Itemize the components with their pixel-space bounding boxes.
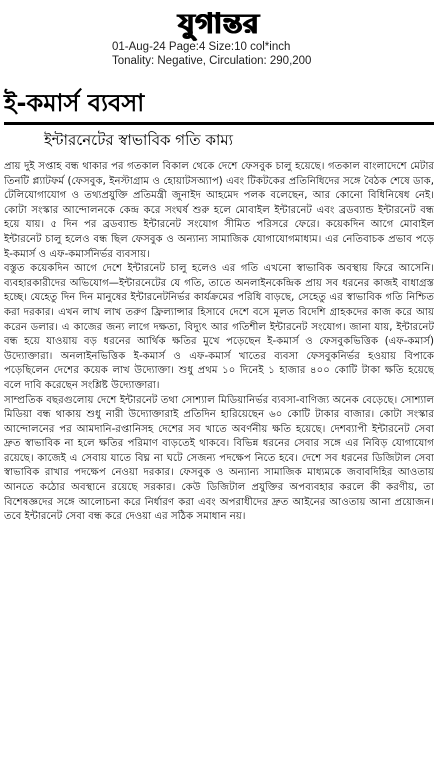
meta-tonality-circulation: Tonality: Negative, Circulation: 290,200 [112,55,312,67]
article-paragraph-1: প্রায় দুই সপ্তাহ বন্ধ থাকার পর গতকাল বিকাল থেকে দেশে ফেসবুক চালু হয়েছে। গতকাল বাংলাদেশে মেটার তিনটি প্ল্যাটফর্ম (ফেসবুক, ইনস্টাগ্রাম ও হোয়াটসঅ্যাপ) এবং টিকটকের প্রতিনিধিদের সঙ্গে বৈঠক শেষে ডাক, টেলিযোগাযোগ ও তথ্যপ্রযুক্তি প্রতিমন্ত্রী জুনাইদ আহমেদ পলক বলেছেন, আর কোনো বিধিনিষেধ নেই। কোটা সংস্কার আন্দোলনকে কেন্দ্র করে সংঘর্ষ শুরু হলে মোবাইল ইন্টারনেট এবং ব্রডব্যান্ড ইন্টারনেট বন্ধ হয়ে যায়। ৫ দিন পর ব্রডব্যান্ড ইন্টারনেট সংযোগ সীমিত পরিসরে ফেরে। কয়েকদিন আগে মোবাইল ইন্টারনেট চালু হলেও বন্ধ ছিল ফেসবুক ও অন্যান্য সামাজিক যোগাযোগমাধ্যম। এর নেতিবাচক প্রভাব পড়ে ই-কমার্স ও এফ-কমার্সনির্ভর ব্যবসায়। [4,161,434,260]
meta-date-page-size: 01-Aug-24 Page:4 Size:10 col*inch [112,41,291,53]
masthead [0,0,438,40]
article-headline: ই-কমার্স ব্যবসা [4,89,145,117]
article-paragraph-3: সাম্প্রতিক বছরগুলোয় দেশে ইন্টারনেট তথা সোশ্যাল মিডিয়ানির্ভর ব্যবসা-বাণিজ্য অনেক বেড়েছে। সোশ্যাল মিডিয়া বন্ধ থাকায় শুধু নারী উদ্যোক্তারাই প্রতিদিন হারিয়েছেন ৬০ কোটি টাকার বাজার। কোটা সংস্কার আন্দোলনের পর আমদানি-রপ্তানিসহ দেশের সব খাতে অবর্ণনীয় ক্ষতি হয়েছে। দেশব্যাপী ইন্টারনেট সেবা দ্রুত স্বাভাবিক না হলে ক্ষতির পরিমাণ বাড়তেই থাকবে। বিভিন্ন ধরনের সেবার সঙ্গে এর নিবিড় যোগাযোগ রয়েছে। কাজেই এ সেবায় যাতে বিঘ্ন না ঘটে সেজন্য পদক্ষেপ নিতে হবে। দেশে সব ধরনের ডিজিটাল সেবা স্বাভাবিক রাখার পদক্ষেপ নেওয়া দরকার। ফেসবুক ও অন্যান্য সামাজিক মাধ্যমকে জবাবদিহির আওতায় আনতে কঠোর অবস্থানে রয়েছে সরকার। কেউ ডিজিটাল প্রযুক্তির অপব্যবহার করলে কী করণীয়, তা বিশেষজ্ঞদের সঙ্গে আলোচনা করে নির্ধারণ করা এবং অপরাধীদের দ্রুত আইনের আওতায় আনা প্রয়োজন। তবে ইন্টারনেট সেবা বন্ধ করে দেওয়া এর সঠিক সমাধান নয়। [4,394,434,523]
article-body [4,160,434,766]
headline-divider [4,122,434,125]
newspaper-logo: যুগান্তর [178,7,260,40]
clipping-meta [112,40,432,68]
article-paragraph-2: বস্তুত কয়েকদিন আগে দেশে ইন্টারনেট চালু হলেও এর গতি এখনো স্বাভাবিক অবস্থায় ফিরে আসেনি। ব্যবহারকারীদের অভিযোগ—ইন্টারনেটের যে গতি, তাতে অনলাইনকেন্দ্রিক প্রায় সব ধরনের কাজই বাধাগ্রস্ত হচ্ছে। যেহেতু দিন দিন মানুষের ইন্টারনেটনির্ভর কার্যক্রমের পরিধি বাড়ছে, সেহেতু এর স্বাভাবিক গতি নিশ্চিত করা দরকার। এখন লাখ লাখ তরুণ ফ্রিল্যান্সার হিসাবে দেশে বসে মূলত বিদেশি গ্রাহকদের কাজ করে আয় করেন ডলার। এ কাজের জন্য লাগে দক্ষতা, বিদ্যুৎ আর গতিশীল ইন্টারনেট সংযোগ। জানা যায়, ইন্টারনেট বন্ধ হয়ে যাওয়ায় বড় ধরনের আর্থিক ক্ষতির মুখে পড়েছেন ই-কমার্স ও ফেসবুকভিত্তিক (এফ-কমার্স) উদ্যোক্তারা। অনলাইনভিত্তিক ই-কমার্স ও এফ-কমার্স খাতের ব্যবসা ফেসবুকনির্ভর হওয়ায় বিপাকে পড়েছিলেন দেশের কয়েক লাখ উদ্যোক্তা। শুধু প্রথম ১০ দিনেই ১ হাজার ৪০০ কোটি টাকা ক্ষতি হয়েছে বলে দাবি করেছেন সংশ্লিষ্ট উদ্যোক্তারা। [4,263,434,391]
article-subheadline: ইন্টারনেটের স্বাভাবিক গতি কাম্য [44,131,233,149]
